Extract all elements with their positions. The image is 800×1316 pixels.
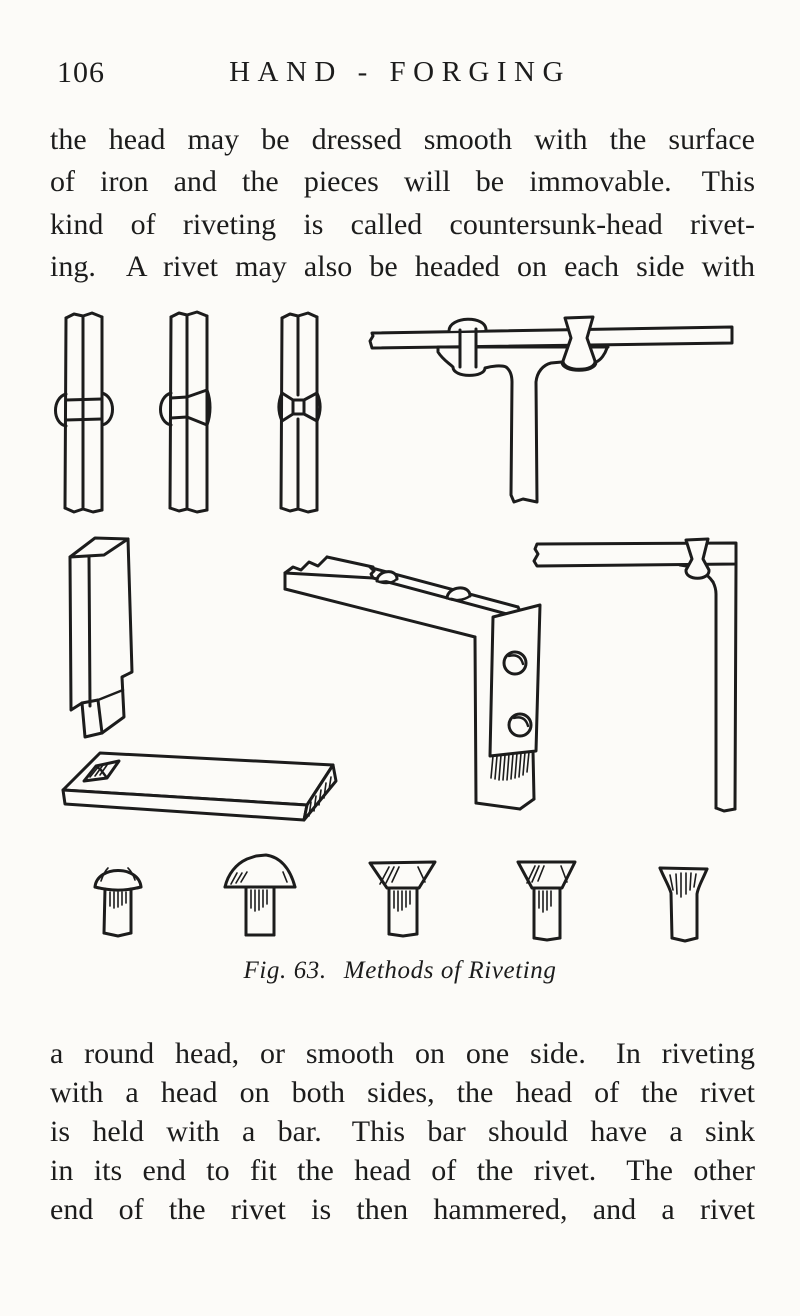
paragraph-top [50,119,755,289]
figure-caption-title: Methods of Riveting [343,957,557,984]
butt-joint-round-head-both-sides [56,313,113,512]
text-line: ing. A rivet may also be headed on each side with [50,250,755,284]
button-head-rivet [225,855,295,935]
round-head-rivet [95,868,141,936]
text-line: a round head, or smooth on one side. In riveting [50,1037,755,1070]
plate-with-rectangular-slot [63,753,336,820]
countersunk-head-rivet-narrow [518,862,575,940]
butt-joint-countersunk-both-sides [279,313,320,512]
figure-caption-label: Fig. 63. [243,957,327,984]
tee-piece-riveted-to-bar [370,317,732,502]
text-line: end of the rivet is then hammered, and a rivet [50,1192,755,1226]
butt-joint-round-and-countersunk-head [161,312,211,512]
text-line: of iron and the pieces will be immovable. This [50,165,755,199]
text-line: the head may be dressed smooth with the surface [50,123,755,156]
page-header [0,56,800,92]
figure-illustration [40,290,760,950]
figure-caption [0,957,800,985]
running-header-title: HAND - FORGING [229,56,571,88]
flared-head-rivet [660,868,707,941]
text-line: is held with a bar. This bar should have a sink [50,1114,755,1148]
corner-joint-countersunk-rivet [534,539,736,811]
text-line: in its end to fit the head of the rivet. The other [50,1153,755,1187]
countersunk-head-rivet-wide [370,862,435,936]
text-line: with a head on both sides, the head of the rivet [50,1075,755,1109]
text-line: kind of riveting is called countersunk-head rivet- [50,207,755,241]
bar-with-tenon-end [70,538,132,737]
paragraph-bottom [50,1035,755,1230]
page-number: 106 [57,56,105,89]
